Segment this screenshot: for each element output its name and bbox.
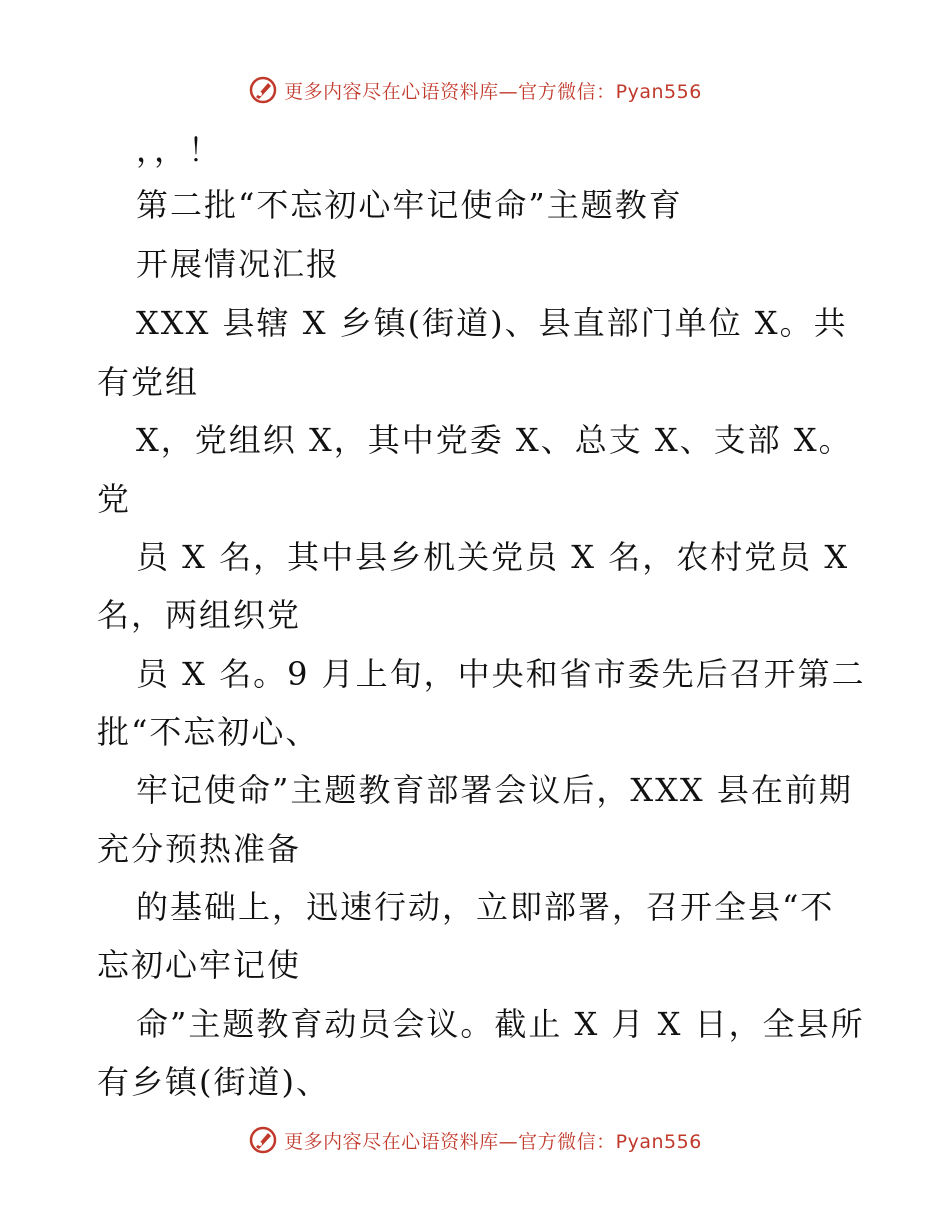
document-title: 第二批“不忘初心牢记使命”主题教育 — [136, 186, 683, 224]
text-line: 命”主题教育动员会议。截止 X 月 X 日，全县所 — [136, 1005, 865, 1043]
header-banner — [0, 70, 950, 110]
text-line: 充分预热准备 — [97, 830, 302, 868]
text-line: 牢记使命”主题教育部署会议后，XXX 县在前期 — [136, 771, 853, 809]
pen-nib-logo-icon — [248, 75, 278, 105]
text-line: 名，两组织党 — [97, 596, 302, 634]
text-line: 有党组 — [97, 363, 200, 401]
text-line: ，，！ — [136, 131, 223, 169]
text-line: 党 — [97, 480, 132, 518]
footer-text: 更多内容尽在心语资料库—官方微信：Pyan556 — [284, 1130, 702, 1153]
text-line: 有乡镇(街道)、 — [97, 1063, 330, 1101]
text-line: XXX 县辖 X 乡镇(街道)、县直部门单位 X。共 — [136, 304, 848, 342]
text-line: X，党组织 X，其中党委 X、总支 X、支部 X。 — [136, 421, 853, 459]
header-text: 更多内容尽在心语资料库—官方微信：Pyan556 — [284, 80, 702, 103]
text-line: 忘初心牢记使 — [97, 946, 302, 984]
text-line: 员 X 名，其中县乡机关党员 X 名，农村党员 X — [136, 538, 850, 576]
text-line: 的基础上，迅速行动，立即部署，召开全县“不 — [136, 888, 835, 926]
text-line: 员 X 名。9 月上旬，中央和省市委先后召开第二 — [136, 655, 866, 693]
footer-banner — [0, 1120, 950, 1160]
text-line: 批“不忘初心、 — [97, 713, 320, 751]
pen-nib-logo-icon — [248, 1125, 278, 1155]
document-subtitle: 开展情况汇报 — [136, 245, 341, 283]
